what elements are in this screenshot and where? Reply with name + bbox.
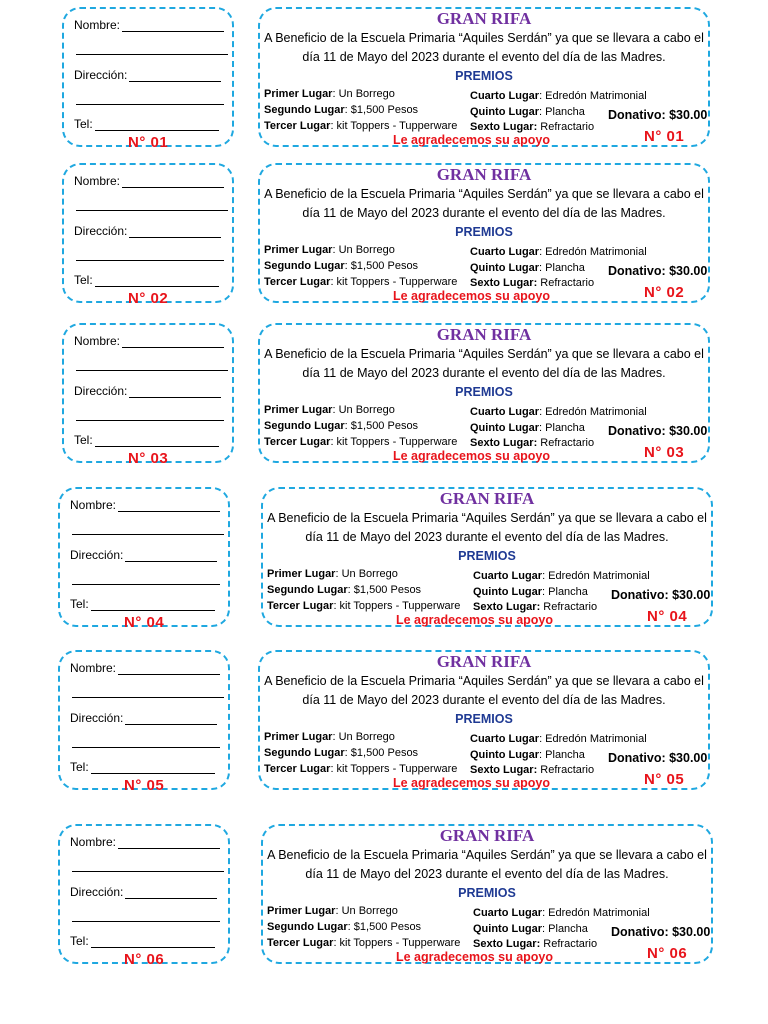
raffle-row [0,487,768,637]
prize-6: Sexto Lugar: Refractario [473,938,598,950]
tel-field [70,760,215,774]
donation-amount: Donativo: $30.00 [608,751,708,765]
prize-2: Segundo Lugar: $1,500 Pesos [264,747,419,759]
ticket-number: N° 06 [647,945,688,962]
prize-5: Quinto Lugar: Plancha [470,422,585,434]
ticket-title: GRAN RIFA [436,9,532,28]
donation-amount: Donativo: $30.00 [611,925,711,939]
description-line-2: día 11 de Mayo del 2023 durante el evento del día de las Madres. [302,50,666,64]
ticket-number: N° 04 [647,608,688,625]
raffle-ticket [261,824,713,964]
direccion-extra-line [72,747,220,748]
description-line-2: día 11 de Mayo del 2023 durante el evento del día de las Madres. [305,530,669,544]
tel-field [70,597,215,611]
prize-2: Segundo Lugar: $1,500 Pesos [264,104,419,116]
stub-number: N° 05 [124,777,165,794]
stub-number: N° 04 [124,614,165,631]
prize-3: Tercer Lugar: kit Toppers - Tupperware [264,436,458,448]
prizes-heading: PREMIOS [458,886,516,900]
donation-amount: Donativo: $30.00 [608,108,708,122]
prize-6: Sexto Lugar: Refractario [470,764,595,776]
description-line-1: A Beneficio de la Escuela Primaria “Aquiles Serdán” ya que se llevara a cabo el [264,674,704,688]
description-line-2: día 11 de Mayo del 2023 durante el evento del día de las Madres. [302,206,666,220]
ticket-description [264,345,704,383]
thanks-message: Le agradecemos su apoyo [393,449,551,463]
direccion-line [129,69,221,82]
prize-5: Quinto Lugar: Plancha [473,586,588,598]
prize-5: Quinto Lugar: Plancha [470,749,585,761]
direccion-field [70,711,217,725]
thanks-message: Le agradecemos su apoyo [393,776,551,790]
nombre-field [70,835,220,849]
direccion-field [70,885,217,899]
tel-field [74,433,219,447]
tel-label: Tel: [70,597,89,611]
direccion-extra-line [72,584,220,585]
ticket-title: GRAN RIFA [439,826,535,845]
ticket-stub [58,650,230,794]
prize-4: Cuarto Lugar: Edredón Matrimonial [473,907,650,919]
prize-4: Cuarto Lugar: Edredón Matrimonial [470,90,647,102]
direccion-label: Dirección: [70,548,124,562]
raffle-ticket [258,323,710,463]
prize-2: Segundo Lugar: $1,500 Pesos [267,584,422,596]
prize-2: Segundo Lugar: $1,500 Pesos [264,420,419,432]
prize-6: Sexto Lugar: Refractario [470,277,595,289]
ticket-stub [62,163,234,307]
direccion-extra-line [76,104,224,105]
raffle-row [0,824,768,974]
prize-2: Segundo Lugar: $1,500 Pesos [267,921,422,933]
donation-amount: Donativo: $30.00 [608,424,708,438]
thanks-message: Le agradecemos su apoyo [396,613,554,627]
stub-number: N° 01 [128,134,169,151]
prize-3: Tercer Lugar: kit Toppers - Tupperware [267,937,461,949]
nombre-field [74,174,224,188]
tel-line [91,598,215,611]
prize-1: Primer Lugar: Un Borrego [267,905,398,917]
direccion-label: Dirección: [70,711,124,725]
ticket-number: N° 02 [644,284,685,301]
nombre-label: Nombre: [70,661,117,675]
direccion-label: Dirección: [74,68,128,82]
prize-6: Sexto Lugar: Refractario [470,121,595,133]
ticket-stub [58,824,230,968]
prize-4: Cuarto Lugar: Edredón Matrimonial [470,733,647,745]
ticket-number: N° 01 [644,128,685,145]
donation-amount: Donativo: $30.00 [611,588,711,602]
nombre-label: Nombre: [70,835,117,849]
tel-line [91,761,215,774]
prizes-heading: PREMIOS [455,712,513,726]
prizes-heading: PREMIOS [455,69,513,83]
direccion-line [129,225,221,238]
nombre-line [118,662,220,675]
nombre-line [122,335,224,348]
prize-1: Primer Lugar: Un Borrego [264,731,395,743]
prize-5: Quinto Lugar: Plancha [473,923,588,935]
ticket-description [264,672,704,710]
nombre-label: Nombre: [70,498,117,512]
ticket-title: GRAN RIFA [436,325,532,344]
direccion-field [74,224,221,238]
thanks-message: Le agradecemos su apoyo [393,133,551,147]
direccion-label: Dirección: [70,885,124,899]
raffle-row [0,7,768,157]
tel-label: Tel: [74,433,93,447]
donation-amount: Donativo: $30.00 [608,264,708,278]
nombre-extra-line [72,697,224,698]
description-line-1: A Beneficio de la Escuela Primaria “Aquiles Serdán” ya que se llevara a cabo el [267,848,707,862]
thanks-message: Le agradecemos su apoyo [396,950,554,964]
prize-5: Quinto Lugar: Plancha [470,262,585,274]
ticket-description [267,846,707,884]
nombre-line [118,499,220,512]
prize-6: Sexto Lugar: Refractario [470,437,595,449]
nombre-line [118,836,220,849]
nombre-label: Nombre: [74,334,121,348]
nombre-line [122,175,224,188]
description-line-2: día 11 de Mayo del 2023 durante el evento del día de las Madres. [302,366,666,380]
prize-4: Cuarto Lugar: Edredón Matrimonial [470,406,647,418]
prize-3: Tercer Lugar: kit Toppers - Tupperware [264,763,458,775]
tel-label: Tel: [74,117,93,131]
description-line-1: A Beneficio de la Escuela Primaria “Aquiles Serdán” ya que se llevara a cabo el [264,31,704,45]
tel-label: Tel: [70,760,89,774]
description-line-1: A Beneficio de la Escuela Primaria “Aquiles Serdán” ya que se llevara a cabo el [264,347,704,361]
nombre-label: Nombre: [74,174,121,188]
direccion-extra-line [72,921,220,922]
tel-line [95,274,219,287]
prizes-heading: PREMIOS [458,549,516,563]
ticket-description [267,509,707,547]
prize-3: Tercer Lugar: kit Toppers - Tupperware [267,600,461,612]
description-line-1: A Beneficio de la Escuela Primaria “Aquiles Serdán” ya que se llevara a cabo el [267,511,707,525]
ticket-stub [58,487,230,631]
prize-4: Cuarto Lugar: Edredón Matrimonial [473,570,650,582]
prize-1: Primer Lugar: Un Borrego [267,568,398,580]
prize-3: Tercer Lugar: kit Toppers - Tupperware [264,120,458,132]
nombre-field [74,334,224,348]
ticket-description [264,185,704,223]
tel-line [95,434,219,447]
tel-line [95,118,219,131]
prizes-heading: PREMIOS [455,385,513,399]
direccion-line [129,385,221,398]
ticket-title: GRAN RIFA [439,489,535,508]
direccion-field [74,384,221,398]
nombre-field [70,498,220,512]
tel-label: Tel: [74,273,93,287]
prize-5: Quinto Lugar: Plancha [470,106,585,118]
nombre-extra-line [72,534,224,535]
direccion-line [125,712,217,725]
prize-1: Primer Lugar: Un Borrego [264,88,395,100]
raffle-row [0,163,768,313]
nombre-field [70,661,220,675]
stub-number: N° 02 [128,290,169,307]
tel-field [70,934,215,948]
nombre-extra-line [76,210,228,211]
direccion-line [125,886,217,899]
raffle-ticket [261,487,713,627]
raffle-row [0,650,768,800]
ticket-title: GRAN RIFA [436,165,532,184]
prize-1: Primer Lugar: Un Borrego [264,404,395,416]
prize-6: Sexto Lugar: Refractario [473,601,598,613]
nombre-line [122,19,224,32]
raffle-row [0,323,768,473]
stub-number: N° 03 [128,450,169,467]
tel-field [74,117,219,131]
description-line-1: A Beneficio de la Escuela Primaria “Aquiles Serdán” ya que se llevara a cabo el [264,187,704,201]
prize-3: Tercer Lugar: kit Toppers - Tupperware [264,276,458,288]
direccion-label: Dirección: [74,224,128,238]
prize-2: Segundo Lugar: $1,500 Pesos [264,260,419,272]
direccion-field [70,548,217,562]
direccion-extra-line [76,260,224,261]
description-line-2: día 11 de Mayo del 2023 durante el evento del día de las Madres. [305,867,669,881]
nombre-label: Nombre: [74,18,121,32]
ticket-title: GRAN RIFA [436,652,532,671]
tel-field [74,273,219,287]
prize-4: Cuarto Lugar: Edredón Matrimonial [470,246,647,258]
raffle-ticket [258,163,710,303]
direccion-field [74,68,221,82]
prizes-heading: PREMIOS [455,225,513,239]
direccion-line [125,549,217,562]
stub-number: N° 06 [124,951,165,968]
ticket-stub [62,7,234,151]
ticket-stub [62,323,234,467]
ticket-description [264,29,704,67]
tel-line [91,935,215,948]
nombre-extra-line [76,54,228,55]
nombre-field [74,18,224,32]
thanks-message: Le agradecemos su apoyo [393,289,551,303]
ticket-number: N° 05 [644,771,685,788]
nombre-extra-line [72,871,224,872]
prize-1: Primer Lugar: Un Borrego [264,244,395,256]
description-line-2: día 11 de Mayo del 2023 durante el evento del día de las Madres. [302,693,666,707]
ticket-number: N° 03 [644,444,685,461]
raffle-ticket [258,650,710,790]
raffle-ticket [258,7,710,147]
tel-label: Tel: [70,934,89,948]
direccion-extra-line [76,420,224,421]
nombre-extra-line [76,370,228,371]
direccion-label: Dirección: [74,384,128,398]
